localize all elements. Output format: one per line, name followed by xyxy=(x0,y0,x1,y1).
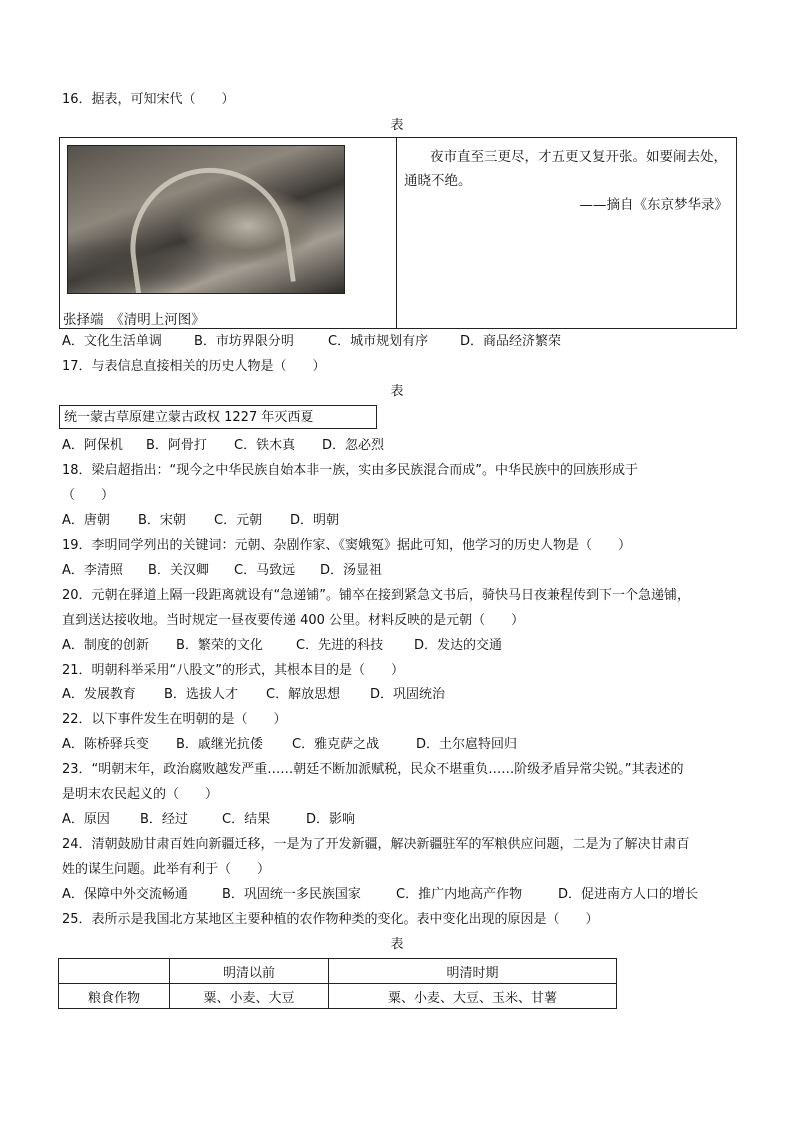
options-22 xyxy=(62,736,517,754)
image-cell xyxy=(60,138,397,329)
option-a[interactable]: A．陈桥驿兵变 xyxy=(62,737,149,752)
options-20 xyxy=(62,637,502,655)
quote-source: ——摘自《东京梦华录》 xyxy=(579,197,728,213)
table-17-box: 统一蒙古草原建立蒙古政权 1227 年灭西夏 xyxy=(59,405,377,429)
option-c[interactable]: C．推广内地高产作物 xyxy=(396,887,523,902)
option-d[interactable]: D．商品经济繁荣 xyxy=(460,334,562,349)
header-cell xyxy=(59,959,170,984)
option-c[interactable]: C．元朝 xyxy=(214,513,263,528)
option-c[interactable]: C．城市规划有序 xyxy=(328,334,429,349)
option-b[interactable]: B．巩固统一多民族国家 xyxy=(222,887,361,902)
options-23 xyxy=(62,811,355,829)
options-21 xyxy=(62,686,445,704)
option-c[interactable]: C．马致远 xyxy=(234,563,296,578)
option-a[interactable]: A．阿保机 xyxy=(62,438,123,453)
options-16 xyxy=(62,333,561,351)
option-b[interactable]: B．市坊界限分明 xyxy=(194,334,294,349)
option-d[interactable]: D．影响 xyxy=(306,812,356,827)
table-caption-25: 表 xyxy=(390,937,404,952)
table-cell: 粟、小麦、大豆 xyxy=(170,984,329,1009)
question-24-stem-cont: 姓的谋生问题。此举有利于（ ） xyxy=(62,862,271,877)
option-d[interactable]: D．土尔扈特回归 xyxy=(416,737,518,752)
options-24 xyxy=(62,886,698,904)
question-17-stem: 17．与表信息直接相关的历史人物是（ ） xyxy=(62,359,326,374)
option-a[interactable]: A．唐朝 xyxy=(62,513,110,528)
option-a[interactable]: A．李清照 xyxy=(62,563,123,578)
options-18 xyxy=(62,512,339,530)
option-d[interactable]: D．促进南方人口的增长 xyxy=(558,887,699,902)
table-cell: 粟、小麦、大豆、玉米、甘薯 xyxy=(329,984,617,1009)
qingming-painting-image xyxy=(67,145,345,294)
table-row xyxy=(59,984,617,1009)
quote-line-2: 通晓不绝。 xyxy=(404,173,472,189)
question-21-stem: 21．明朝科举采用“八股文”的形式，其根本目的是（ ） xyxy=(62,663,405,678)
option-b[interactable]: B．关汉卿 xyxy=(148,563,209,578)
option-c[interactable]: C．雅克萨之战 xyxy=(292,737,380,752)
option-b[interactable]: B．选拔人才 xyxy=(164,687,238,702)
option-b[interactable]: B．繁荣的文化 xyxy=(176,638,263,653)
question-23-stem: 23．“明朝末年，政治腐败越发严重……朝廷不断加派赋税，民众不堪重负……阶级矛盾异常尖锐。”其表述的 xyxy=(62,762,684,777)
option-a[interactable]: A．发展教育 xyxy=(62,687,136,702)
options-17 xyxy=(62,437,384,455)
option-b[interactable]: B．阿骨打 xyxy=(146,438,207,453)
option-c[interactable]: C．解放思想 xyxy=(266,687,341,702)
option-b[interactable]: B．经过 xyxy=(140,812,188,827)
question-18-stem: 18．梁启超指出：“现今之中华民族自始本非一族，实由多民族混合而成”。中华民族中的回族形成于 xyxy=(62,463,639,478)
quote-block xyxy=(404,145,730,217)
option-c[interactable]: C．铁木真 xyxy=(234,438,296,453)
question-16-stem: 16．据表，可知宋代（ ） xyxy=(62,92,235,107)
option-d[interactable]: D．忽必烈 xyxy=(322,438,385,453)
table-cell: 粮食作物 xyxy=(59,984,170,1009)
option-d[interactable]: D．巩固统治 xyxy=(370,687,446,702)
question-23-stem-cont: 是明末农民起义的（ ） xyxy=(62,787,219,802)
question-24-stem: 24．清朝鼓励甘肃百姓向新疆迁移，一是为了开发新疆，解决新疆驻军的军粮供应问题，二是为了解决甘肃百 xyxy=(62,837,690,852)
header-cell: 明清以前 xyxy=(170,959,329,984)
option-c[interactable]: C．先进的科技 xyxy=(296,638,384,653)
option-b[interactable]: B．戚继光抗倭 xyxy=(176,737,263,752)
option-a[interactable]: A．保障中外交流畅通 xyxy=(62,887,188,902)
option-a[interactable]: A．制度的创新 xyxy=(62,638,149,653)
question-19-stem: 19．李明同学列出的关键词：元朝、杂剧作家、《窦娥冤》据此可知，他学习的历史人物是（ ） xyxy=(62,538,632,553)
table-header-row xyxy=(59,959,617,984)
option-d[interactable]: D．发达的交通 xyxy=(414,638,503,653)
table-25 xyxy=(58,958,617,1009)
option-b[interactable]: B．宋朝 xyxy=(138,513,186,528)
option-a[interactable]: A．文化生活单调 xyxy=(62,334,162,349)
table-caption-17: 表 xyxy=(390,384,404,399)
question-20-stem: 20．元朝在驿道上隔一段距离就设有“急递铺”。铺卒在接到紧急文书后，骑快马日夜兼程传到下一个急递铺， xyxy=(62,588,691,603)
option-d[interactable]: D．明朝 xyxy=(290,513,340,528)
question-18-stem-cont: （ ） xyxy=(62,488,115,503)
quote-line-1: 夜市直至三更尽，才五更又复开张。如要闹去处， xyxy=(430,149,727,165)
image-caption: 张择端 《清明上河图》 xyxy=(63,312,205,328)
option-d[interactable]: D．汤显祖 xyxy=(320,563,383,578)
option-a[interactable]: A．原因 xyxy=(62,812,110,827)
header-cell: 明清时期 xyxy=(329,959,617,984)
options-19 xyxy=(62,562,382,580)
option-c[interactable]: C．结果 xyxy=(222,812,271,827)
question-20-stem-cont: 直到送达接收地。当时规定一昼夜要传递 400 公里。材料反映的是元朝（ ） xyxy=(62,613,525,628)
question-22-stem: 22．以下事件发生在明朝的是（ ） xyxy=(62,712,287,727)
question-25-stem: 25．表所示是我国北方某地区主要种植的农作物种类的变化。表中变化出现的原因是（ ） xyxy=(62,912,599,927)
table-caption-16: 表 xyxy=(390,118,404,133)
